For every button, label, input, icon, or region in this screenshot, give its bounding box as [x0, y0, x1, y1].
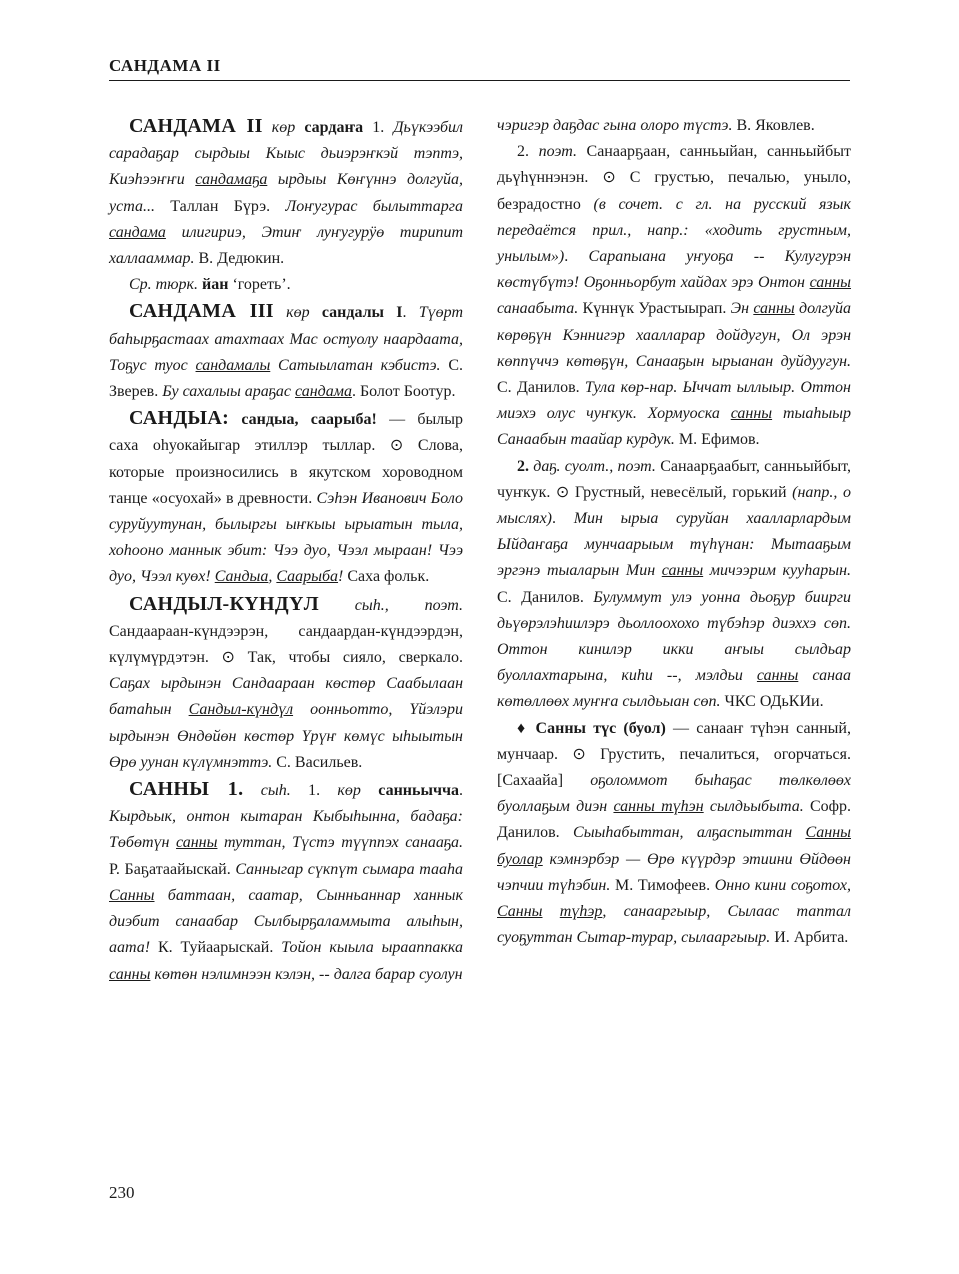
entry-text: санны: [661, 562, 704, 580]
entry-text: В. Дедюкин.: [194, 250, 285, 268]
entry-text: баттаан, саатар, Сынньаннар ханнык диэбит санаабар Сылбырҕаламмыта алыһын, аата!: [109, 886, 463, 957]
entry-text: көр: [262, 119, 305, 136]
entry-text: .: [459, 782, 463, 800]
entry-text: Сандыа: [214, 568, 269, 586]
entry-text: С. Данилов.: [497, 588, 594, 606]
entry-text: санаа көтөллөөх муҥҥа сылдьыан сөп.: [497, 667, 852, 711]
entry-text: туттан, Түстэ түүппэх санааҕа.: [217, 834, 464, 852]
entry-text: сандамалы: [195, 356, 271, 374]
entry-text: Бу сахалыы араҕас: [162, 383, 296, 401]
entry-text: К. Туйаарыскай.: [150, 939, 282, 957]
entry-text: ЧКС ОДьКИи.: [720, 693, 824, 711]
entry-text: Дьүкээбил сарадаҕар сырдыы Кыыс дьиэрэҥкэй тэптэ, Киэһээҥҥи: [109, 119, 464, 189]
dictionary-entry: [497, 454, 851, 716]
entry-text: санаабыта.: [497, 300, 579, 318]
entry-text: Санны: [805, 824, 851, 842]
entry-headword: САНДАМА II: [129, 115, 263, 137]
entry-text: Мин ырыа суруйан хаалларлардым Ыйдаҥаҕа мунчаарыым түһүнан: Мытааҕым эргэнэ тыаларын Мин: [497, 510, 851, 580]
running-head: САНДАМА II: [109, 56, 221, 75]
entry-text: түһэр: [559, 903, 603, 921]
entry-text: оҕоломмот быһаҕас төлкөлөөх буоллаҕым диэн: [497, 772, 851, 816]
entry-text: даҕ. суолт., поэт.: [529, 457, 656, 475]
entry-text: В. Яковлев.: [732, 117, 815, 134]
dictionary-entry: [109, 113, 463, 272]
entry-text: ,: [268, 568, 277, 586]
entry-text: Онно кини соҕотох,: [714, 876, 852, 894]
entry-text: !: [338, 568, 344, 586]
entry-text: Күннүк Урастыырап.: [578, 300, 731, 318]
entry-text: 2.: [517, 457, 529, 475]
entry-text: .: [552, 510, 574, 528]
entry-headword: САННЫ 1.: [129, 778, 244, 801]
entry-text: Сыыһабыттан, алҕаспыттан: [573, 824, 806, 842]
dictionary-entry: [109, 591, 463, 776]
dictionary-entry: [497, 113, 851, 139]
entry-text: 1.: [363, 119, 394, 136]
entry-text: йан: [202, 276, 229, 294]
entry-text: санны: [756, 667, 799, 685]
dictionary-entry: [109, 405, 463, 590]
entry-text: (напр., о мыслях): [497, 483, 852, 528]
entry-text: сандама: [295, 383, 352, 401]
entry-text: санны: [730, 405, 773, 423]
entry-text: Саарыба: [276, 568, 339, 586]
entry-text: Санаарҕаабыт, санньыйбыт, чуҥкук. ⊙ Грустный, невесёлый, горький: [497, 457, 851, 501]
entry-text: көр: [273, 304, 322, 322]
entry-text: Сарапыана уҥуоҕа -- Кулугурэн көстүбүтэ! Оҕонньорбут хайдах эрэ Онтон: [497, 248, 852, 292]
entry-text: сыһ.: [243, 782, 291, 800]
entry-headword: САНДЫА:: [129, 407, 230, 430]
left-column: [109, 113, 463, 988]
entry-text: сардаҥа: [304, 119, 364, 136]
entry-text: сандыа, саарыба!: [229, 411, 377, 429]
entry-text: Таллан Бүрэ.: [154, 197, 286, 215]
entry-text: Софр. Данилов.: [497, 798, 852, 842]
entry-text: тыаһыыр Санаабын таайар курдук.: [497, 405, 852, 449]
entry-text: мичээрим кууһарын.: [703, 562, 852, 580]
entry-text: сандама: [109, 223, 166, 241]
entry-text: — санааҥ түһэн санный, мунчаар. ⊙ Грустить, печалиться, огорчаться. [Сахаайа]: [497, 719, 851, 790]
entry-text: — былыр саха оһуокайыгар этиллэр тыллар. ⊙ Слова, которые произносились в якутском хороводном танце «осуохай» в древности.: [109, 411, 463, 507]
entry-text: И. Арбита.: [770, 929, 849, 947]
entry-text: поэт.: [538, 143, 577, 161]
entry-text: санны: [809, 274, 851, 292]
entry-text: Тула көр-нар. Ыччат ыллыыр. Оттон миэхэ олус чуҥкук. Хормуоска: [497, 379, 851, 423]
entry-text: М. Ефимов.: [674, 431, 760, 449]
entry-text: кэмнэрбэр — Өрө күүрдэр этиини Өйдөөн чэпчии түһэбин.: [497, 850, 851, 894]
entry-headword: САНДАМА III: [129, 300, 274, 323]
dictionary-entry: [109, 776, 463, 988]
dictionary-entry: [109, 298, 463, 405]
entry-text: сандамаҕа: [195, 171, 268, 189]
header-rule: [109, 80, 850, 81]
entry-text: .: [564, 248, 589, 266]
entry-text: Санныгар сүкпүт сымара тааһа: [235, 860, 463, 878]
entry-text: Р. Баҕатаайыскай.: [109, 860, 236, 878]
entry-text: Түөрт баһырҕастаах атахтаах Мас остуолу наардаата, Тоҕус туос: [109, 304, 464, 374]
entry-text: 2.: [517, 143, 539, 161]
dictionary-entry: [109, 272, 463, 298]
entry-text: Саҕах ырдынэн Сандаараан көстөр Саабылаан батаһын: [109, 675, 463, 719]
entry-text: санньычча: [378, 782, 459, 800]
entry-text: Саха фольк.: [343, 568, 430, 586]
entry-text: чэригэр даҕдас гына олоро түстэ.: [497, 117, 733, 134]
entry-text: ‘гореть’.: [228, 276, 291, 294]
entry-text: 1.: [290, 782, 338, 800]
entry-text: (в сочет. с гл. на русский язык передаётся прил., напр.: «ходить грустным, унылым»): [497, 195, 851, 266]
dictionary-entry: [497, 139, 851, 453]
entry-text: С. Данилов.: [497, 379, 585, 397]
entry-text: , санааргыыр, Сылаас таптал суоҕуттан Сытар-турар, сылааргыыр.: [497, 903, 852, 947]
entry-text: Санны: [497, 903, 543, 921]
entry-text: ырдыы Көҥүннэ долгуйа, уста...: [109, 171, 463, 215]
entry-text: С. Зверев.: [109, 356, 463, 401]
entry-text: Тойон кыыла ырааппакка: [281, 939, 463, 957]
entry-text: Сэһэн Иванович Боло суруйуутунан, былыргы ыҥкыы ырыатын тыла, хоһооно маннык эбит: Чээ дуо, Чээл мыраан! Чээ дуо, Чээл куөх!: [109, 489, 463, 586]
entry-text: сылдьыбыта.: [703, 798, 804, 816]
entry-text: . Болот Боотур.: [351, 383, 456, 401]
entry-text: [543, 903, 560, 920]
entry-text: Сандыл-күндүл: [188, 701, 294, 719]
entry-text: көр: [337, 782, 379, 800]
dictionary-entry: [497, 716, 851, 952]
right-column: [497, 113, 851, 952]
entry-headword: САНДЫЛ-КҮНДҮЛ: [129, 592, 319, 615]
entry-text: Ср. тюрк.: [129, 276, 198, 294]
entry-text: Санаарҕаан, санньыйан, санньыйбыт дьүһүннэнэн. ⊙ С грустью, печалью, уныло, безрадостно: [497, 143, 851, 213]
entry-text: .: [402, 304, 419, 322]
entry-text: Сатыылатан кэбистэ.: [270, 356, 441, 374]
entry-text: санны: [109, 965, 151, 983]
entry-text: Булуммут улэ уонна дьоҕур биирги дьүөрэлэһиилэрэ дьоллоохохо түбэһэр диэххэ сөп. Оттон кинилэр икки аҥыы сылдьар буоллахтарына, киһи --, мэлдьи: [497, 588, 851, 685]
entry-text: оонньотто, Үйэлэри ырдынэн Өндөйөн көстөр Үрүҥ көмүс ыһыытын Өрө уунан күлүмнэттэ.: [109, 701, 463, 771]
entry-text: Лоҥугурас былыттарга: [285, 197, 463, 215]
entry-text: Сандаараан-күндээрэн, сандаардан-күндээрдэн, күлүмүрдэтэн. ⊙ Так, чтобы сияло, сверкало.: [109, 622, 463, 667]
entry-text: Санны: [109, 886, 155, 904]
entry-text: санны: [753, 300, 795, 318]
entry-text: санны түһэн: [613, 798, 704, 816]
entry-text: көтөн нэлимнээн кэлэн, -- далга барар суолун: [150, 965, 463, 983]
entry-text: санны: [176, 834, 218, 852]
page-number: 230: [109, 1183, 135, 1202]
entry-text: сандалы I: [321, 304, 403, 322]
entry-text: сыһ., поэт.: [318, 596, 463, 614]
entry-text: С. Васильев.: [272, 753, 363, 771]
entry-text: М. Тимофеев.: [610, 876, 715, 894]
entry-text: Кырдьык, онтон кытаран Кыбыһынна, бадаҕа: Төбөтүн: [109, 808, 463, 852]
entry-text: ♦ Санны түс (буол): [517, 719, 666, 737]
entry-text: илигириэ, Этиҥ луҥугурӱө тирипит халлааммар.: [109, 223, 463, 268]
entry-text: долгуйа көрөҕүн Кэннигэр хаалларар дойдугун, Ол эрэн көппүччэ көтөҕүн, Санааҕын ырыанан дуйдуугун.: [497, 300, 851, 370]
entry-text: буолар: [497, 850, 543, 868]
entry-text: Эн: [730, 300, 754, 318]
